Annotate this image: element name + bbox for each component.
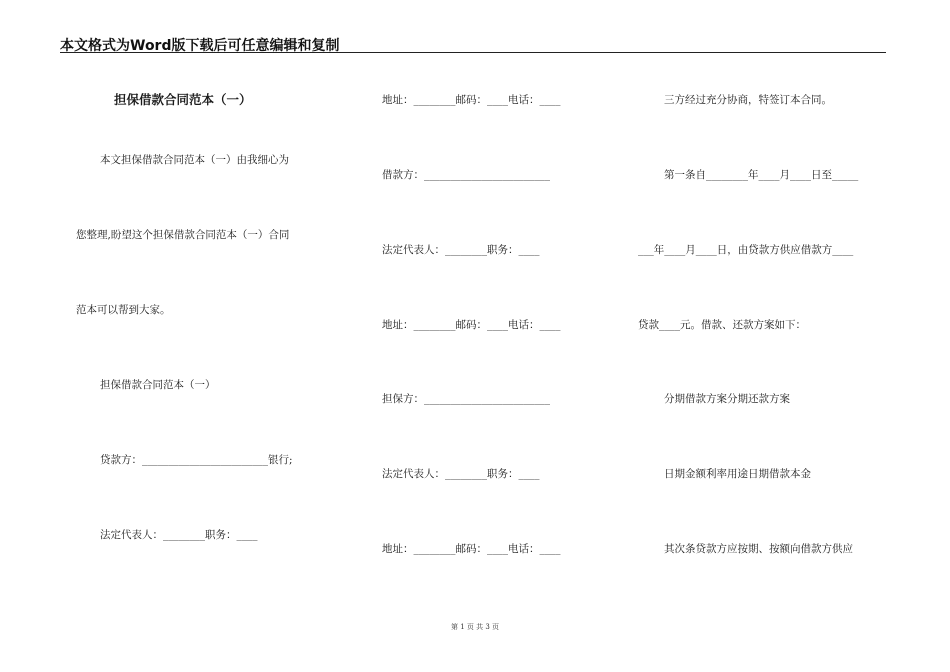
paragraph-line: 法定代表人：________职务：____ (382, 244, 540, 256)
paragraph-line: ___年____月____日，由贷款方供应借款方____ (638, 244, 854, 256)
paragraph-line: 担保方：________________________ (382, 393, 550, 405)
paragraph-line: 第一条自________年____月____日至_____ (664, 169, 859, 181)
paragraph-line: 三方经过充分协商，特签订本合同。 (664, 94, 832, 106)
paragraph-line: 日期金额利率用途日期借款本金 (664, 468, 811, 480)
paragraph-line: 范本可以帮到大家。 (76, 304, 171, 316)
paragraph-line: 地址：________邮码：____电话：____ (382, 543, 561, 555)
paragraph-line: 地址：________邮码：____电话：____ (382, 94, 561, 106)
paragraph-line: 您整理,盼望这个担保借款合同范本（一）合同 (76, 229, 290, 241)
paragraph-line: 本文担保借款合同范本（一）由我细心为 (100, 154, 289, 166)
paragraph-line: 法定代表人：________职务：____ (382, 468, 540, 480)
paragraph-line: 其次条贷款方应按期、按额向借款方供应 (664, 543, 853, 555)
header-rule (60, 52, 886, 53)
paragraph-line: 法定代表人：________职务：____ (100, 529, 258, 541)
paragraph-line: 贷款方：________________________银行; (100, 454, 293, 466)
paragraph-line: 借款方：________________________ (382, 169, 550, 181)
page-number: 第 1 页 共 3 页 (450, 623, 500, 631)
document-title: 担保借款合同范本（一） (114, 92, 252, 107)
section-heading: 担保借款合同范本（一） (100, 379, 216, 391)
paragraph-line: 贷款____元。借款、还款方案如下： (638, 319, 806, 331)
paragraph-line: 地址：________邮码：____电话：____ (382, 319, 561, 331)
page-header: 本文格式为Word版下载后可任意编辑和复制 (60, 38, 340, 54)
paragraph-line: 分期借款方案分期还款方案 (664, 393, 790, 405)
